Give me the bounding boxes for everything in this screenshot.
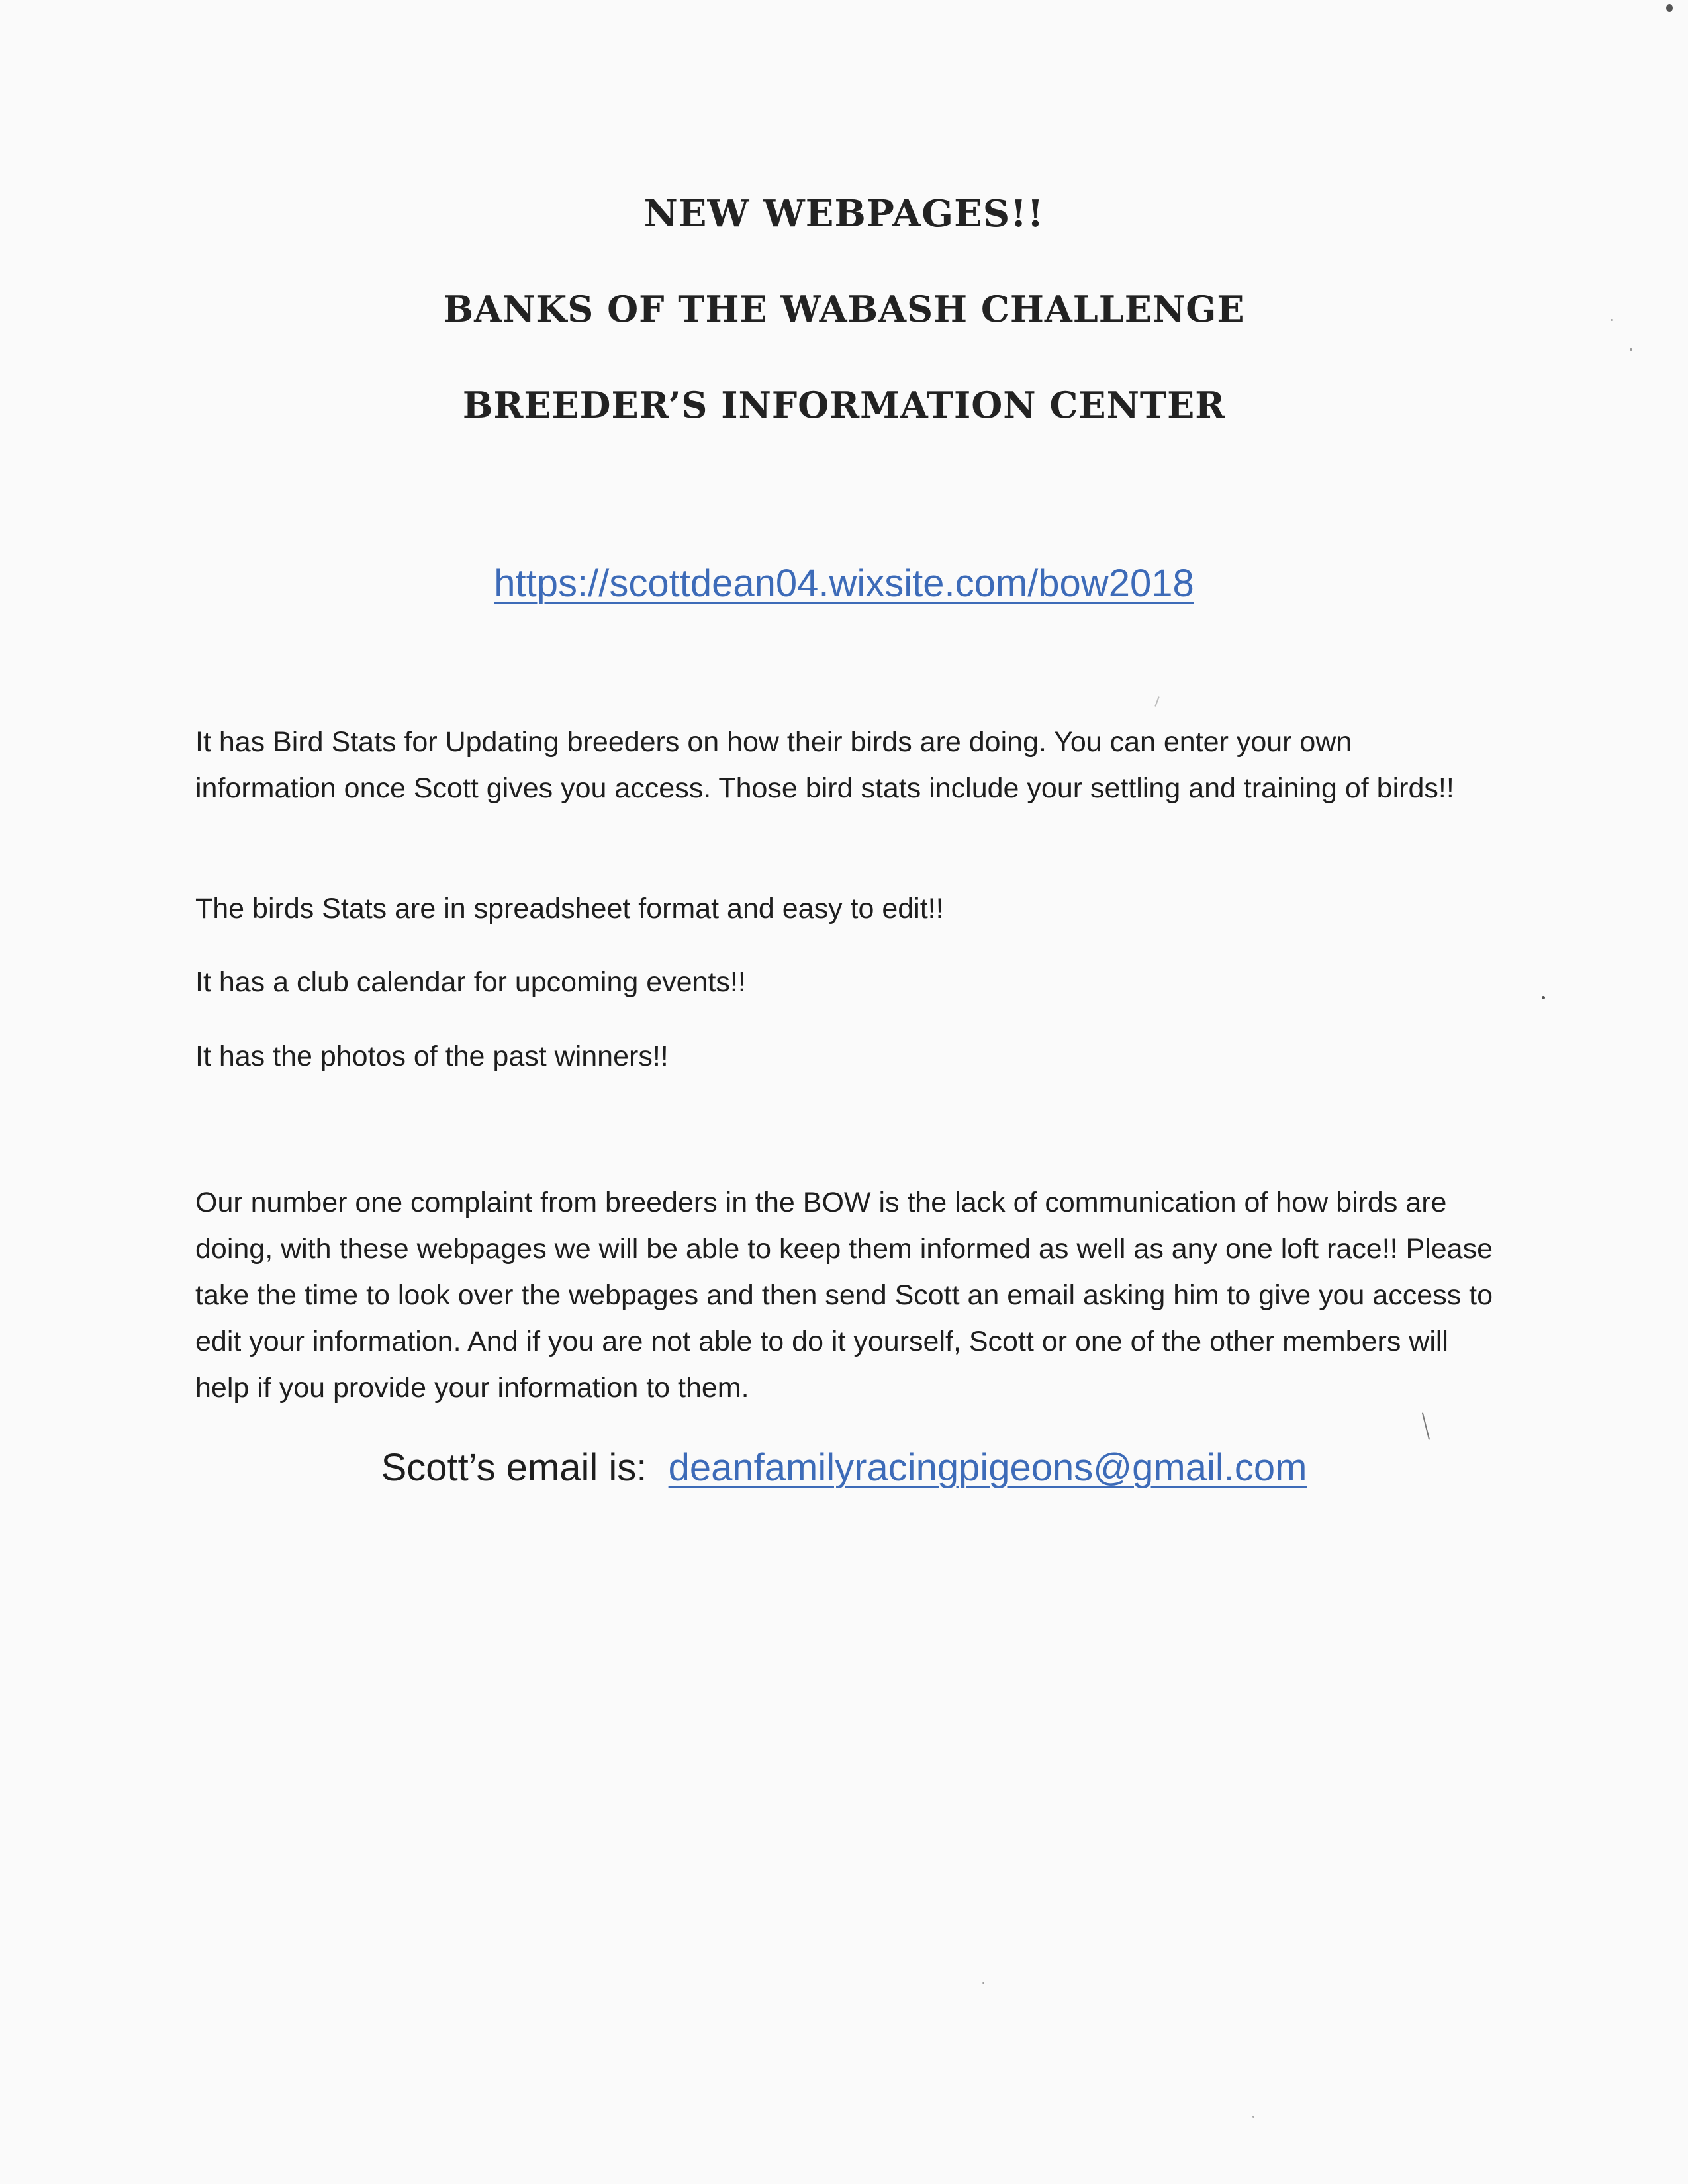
email-label: Scott’s email is: — [381, 1446, 647, 1489]
scan-speck — [982, 1982, 984, 1984]
scan-speck — [1630, 348, 1632, 351]
scan-mark — [1422, 1412, 1430, 1439]
paragraph-complaint: Our number one complaint from breeders in the BOW is the lack of communication of how birds are doing, with these webpages we will be able to keep them informed as well as any one loft race!! Please take the time to look over the webpages and then send Scott an email asking him to give you access to edit your information. And if you are not able to do it yourself, Scott or one of the other members will help if you provide your information to them. — [195, 1187, 1493, 1404]
scan-mark — [1154, 696, 1159, 707]
email-line — [0, 1445, 1688, 1490]
paragraph-club-calendar: It has a club calendar for upcoming events!! — [195, 966, 746, 998]
heading-banks-of-the-wabash: BANKS OF THE WABASH CHALLENGE — [443, 288, 1245, 330]
scan-speck — [1666, 4, 1673, 12]
email-link[interactable]: deanfamilyracingpigeons@gmail.com — [668, 1446, 1307, 1489]
scan-speck — [1611, 319, 1613, 321]
heading-new-webpages: NEW WEBPAGES!! — [643, 192, 1045, 236]
scan-speck — [1252, 2116, 1254, 2118]
scan-speck — [1542, 996, 1545, 999]
website-link[interactable]: https://scottdean04.wixsite.com/bow2018 — [494, 562, 1194, 605]
heading-breeders-information-center: BREEDER’S INFORMATION CENTER — [462, 384, 1226, 426]
paragraph-bird-stats: It has Bird Stats for Updating breeders on how their birds are doing. You can enter your own information once Scott gives you access. Those bird stats include your settling and training of birds!! — [195, 726, 1454, 804]
paragraph-past-winners: It has the photos of the past winners!! — [195, 1040, 669, 1072]
paragraph-spreadsheet-format: The birds Stats are in spreadsheet format and easy to edit!! — [195, 893, 944, 925]
